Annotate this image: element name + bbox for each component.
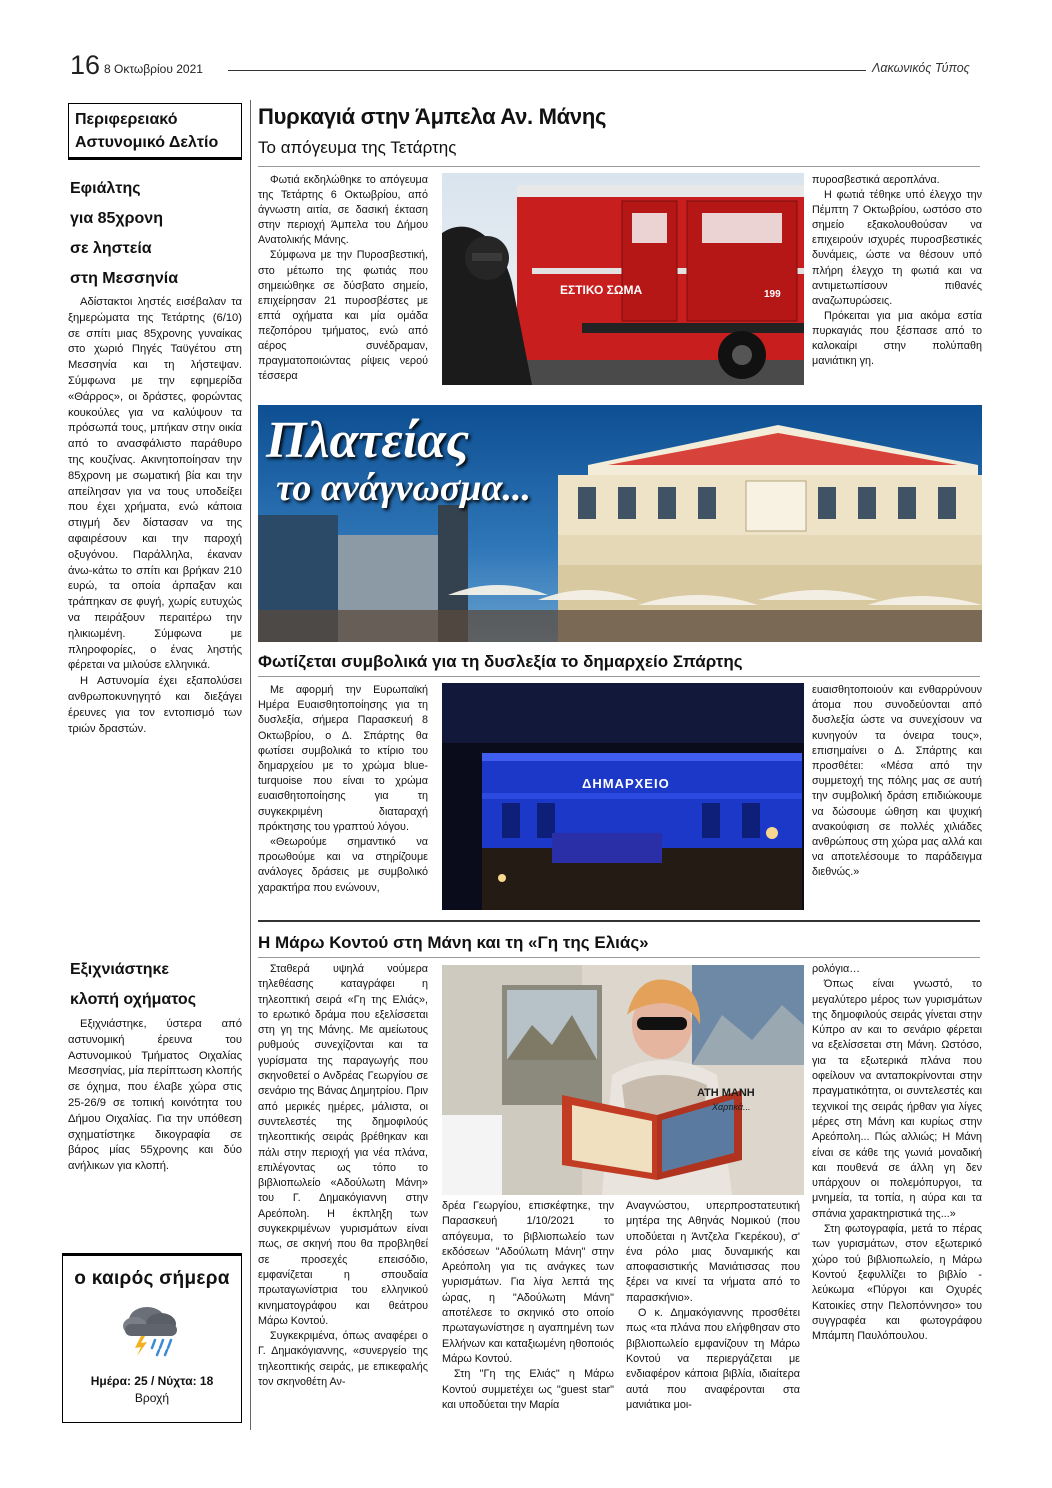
page-number: 16 <box>70 50 101 80</box>
paragraph: «Θεωρούμε σημαντικό να προωθούμε και να στηρίζουμε ανάλογες δράσεις με συμβολικό χαρακτήρα που ενώνουν, <box>258 836 428 894</box>
headline-line: σε ληστεία <box>70 240 152 257</box>
police-story1-body <box>68 295 242 940</box>
police-bulletin-box <box>68 103 242 160</box>
marw-col1 <box>258 962 428 1430</box>
town-hall-sign: ΔΗΜΑΡΧΕΙΟ <box>582 776 670 791</box>
fire-rule <box>258 166 980 167</box>
fire-text-right <box>812 173 982 385</box>
fire-subheadline: Το απόγευμα της Τετάρτης <box>258 138 457 157</box>
weather-title: ο καιρός σήμερα <box>74 1268 230 1289</box>
paragraph: Όπως είναι γνωστό, το μεγαλύτερο μέρος των γυρισμάτων της δημοφιλούς σειράς γίνεται στην Κύπρο αν και το σενάριο φέρεται να εξελίσσεται στη Μάνη. Ωστόσο, για τα εξωτερικά πλάνα που οφείλουν να ανταποκρίνονται στην πραγματικότητα, οι συντελεστές και τεχνικοί της σειράς ήρθαν για λίγες μέρες στη Μάνη και κυρίως στην Αρεόπολη... Πώς αλλιώς; Η Μάνη είναι σε κάθε της γωνιά μοναδική και πουθενά σε άλλη γη δεν υπάρχουν οι πολεμόπυργοι, τα μνημεία, τα τοπία, η αύρα και τα σπάνια χαρακτηριστικά της...» <box>812 978 982 1220</box>
paragraph: ρολόγια… <box>812 963 861 975</box>
paragraph: πυροσβεστικά αεροπλάνα. <box>812 174 940 186</box>
section-divider <box>258 920 980 922</box>
publication-name: Λακωνικός Τύπος <box>872 61 970 75</box>
headline-line: στη Μεσσηνία <box>70 270 179 287</box>
paragraph: Στη φωτογραφία, μετά το πέρας των γυρισμάτων, στον εξωτερικό χώρο τού βιβλιοπωλείο, η Μάρω Κοντού ξεφυλλίζει το βιβλίο - λεύκωμα «Πύργοι και Οχυρές Κατοικίες στην Πελοπόννησο» του συγγραφέα και φωτογράφου Μπάμπη Παυλόπουλου. <box>812 1223 982 1343</box>
plateias-banner <box>258 405 982 642</box>
paragraph: Αδίστακτοι ληστές εισέβαλαν τα ξημερώματα της Τετάρτης (6/10) σε σπίτι μιας 85χρονης γυναίκας στο χωριό Πηγές Ταϋγέτου στη Μεσσηνία και τη λήστεψαν. Σύμφωνα με την εφημερίδα «Θάρρος», οι δράστες, φορώντας κουκούλες για να καλύψουν τα πρόσωπά τους, μπήκαν στην οικία από το ανασφάλιστο παράθυρο της κουζίνας. Ακινητοποίησαν την 85χρονη με σωματική βία και την απείλησαν για να τους υποδείξει που έχει χρήματα, ενώ κάποια στιγμή δεν δίστασαν να της αφαιρέσουν και την παροχή οξυγόνου. Παράλληλα, έκαναν άνω-κάτω το σπίτι και βρήκαν 210 ευρώ, τα οποία άρπαξαν και τράπηκαν σε φυγή, χωρίς ευτυχώς να πειράξουν περαιτέρω την ηλικιωμένη. Σύμφωνα με πληροφορίες, ο ένας ληστής φέρεται να μιλούσε ελληνικά. <box>68 296 242 672</box>
marw-col2 <box>442 1199 614 1430</box>
header-rule <box>228 70 866 71</box>
book-cover-text: ΑΤΗ ΜΑΝΗ <box>697 1087 755 1099</box>
marw-headline: Η Μάρω Κοντού στη Μάνη και τη «Γη της Ελιάς» <box>258 933 649 952</box>
dyslexia-text-left <box>258 683 428 913</box>
town-hall-photo <box>442 683 804 910</box>
paragraph: Πρόκειται για μια ακόμα εστία πυρκαγιάς που ξέσπασε από το καλοκαίρι στην πολύπαθη μανιάτικη γη. <box>812 309 982 368</box>
fire-truck-photo <box>442 173 804 385</box>
marw-rule <box>258 957 980 958</box>
paragraph: Συγκεκριμένα, όπως αναφέρει ο Γ. Δημακόγιαννης, «συνεργείο της τηλεοπτικής σειράς, με επικεφαλής τον σκηνοθέτη Αν- <box>258 1330 428 1389</box>
dyslexia-rule <box>258 676 980 677</box>
dyslexia-text-right <box>812 683 982 913</box>
rain-cloud-icon <box>117 1298 187 1358</box>
book-cover-subtext: Χαρτικά... <box>712 1102 751 1112</box>
police-story2-headline <box>70 955 242 1015</box>
paragraph: Σύμφωνα με την Πυροσβεστική, στο μέτωπο της φωτιάς που σημειώθηκε σε δύσβατο σημείο, επιχείρησαν 21 πυροσβέστες με επτά οχήματα και μία ομάδα πεζοπόρου τμήματος, ενώ από αέρος συνέδραμαν, πραγματοποιώντας ρίψεις νερού τέσσερα <box>258 249 428 383</box>
paragraph: Με αφορμή την Ευρωπαϊκή Ημέρα Ευαισθητοποίησης για τη δυσλεξία, σήμερα Παρασκευή 8 Οκτωβρίου, ο Δ. Σπάρτης θα φωτίσει συμβολικά το κτίριο του δημαρχείου με το χρώμα blue-turquoise που είναι το χρώμα ευαισθητοποίησης για τη συγκεκριμένη διαταραχή πρόκτησης του γραπτού λόγου. <box>258 684 428 833</box>
weather-temperatures: Ημέρα: 25 / Νύχτα: 18 <box>90 1374 214 1388</box>
dyslexia-headline: Φωτίζεται συμβολικά για τη δυσλεξία το δημαρχείο Σπάρτης <box>258 652 743 671</box>
paragraph: Ο κ. Δημακόγιαννης προσθέτει πως «τα πλάνα που ελήφθησαν στο βιβλιοπωλείο εμφανίζουν τη Μάρω Κοντού να περιεργάζεται με ενδιαφέρον κάποια βιβλία, ιδιαίτερα αυτά που αναφέρονται στα μανιάτικα μοι- <box>626 1307 800 1411</box>
column-divider <box>250 100 251 1430</box>
paragraph: δρέα Γεωργίου, επισκέφτηκε, την Παρασκευή 1/10/2021 το απόγευμα, το βιβλιοπωλείο των εκδόσεων "Αδούλωτη Μάνη" στην Αρεόπολη για τις ανάγκες των γυρισμάτων. Για λίγα λεπτά της ώρας, η "Αδούλωτη Μάνη" αποτέλεσε το σκηνικό στο οποίο πρωταγωνίστησε η αγαπημένη των Ελλήνων και καταξιωμένη ηθοποιός Μάρω Κοντού. <box>442 1200 614 1365</box>
weather-box <box>62 1253 242 1423</box>
police-story1-headline <box>70 174 242 294</box>
police-story2-body <box>68 1017 242 1245</box>
banner-subtitle: το ανάγνωσμα... <box>276 467 532 509</box>
paragraph: ευαισθητοποιούν και ενθαρρύνουν άτομα που συνοδεύονται από δυσλεξία ώστε να συνεχίσουν να κυνηγούν τα όνειρα τους», επισημαίνει ο Δ. Σπάρτης και προσθέτει: «Μέσα από την συμμετοχή της πόλης μας σε αυτή την συμβολική δράση επιδιώκουμε να δώσουμε ώθηση και ψυχική ανακούφιση σε πολλές χιλιάδες ανθρώπους στη χώρα μας αλλά και να αποτελέσουμε το παράδειγμα διεθνώς.» <box>812 684 982 879</box>
issue-date: 8 Οκτωβρίου 2021 <box>104 62 203 76</box>
paragraph: Φωτιά εκδηλώθηκε το απόγευμα της Τετάρτης 6 Οκτωβρίου, από άγνωστη αιτία, σε δασική έκταση στην περιοχή Άμπελα του Δήμου Ανατολικής Μάνης. <box>258 174 428 247</box>
paragraph: Η φωτιά τέθηκε υπό έλεγχο την Πέμπτη 7 Οκτωβρίου, ωστόσο στο σημείο εξακολουθούσαν να επιχειρούν ισχυρές πυροσβεστικές δυνάμεις, ώστε να θέσουν υπό πλήρη έλεγχο τη φωτιά και να αντιμετωπίσουν πιθανές αναζωπυρώσεις. <box>812 189 982 307</box>
fire-headline: Πυρκαγιά στην Άμπελα Αν. Μάνης <box>258 104 607 129</box>
fire-text-left <box>258 173 428 385</box>
truck-number: 199 <box>764 289 781 300</box>
truck-lettering: ΕΣΤΙΚΟ ΣΩΜΑ <box>560 283 643 297</box>
paragraph: Σταθερά υψηλά νούμερα τηλεθέασης καταγράφει η τηλεοπτική σειρά «Γη της Ελιάς», το ερωτικό δράμα που εξελίσσεται στη γη της Μάνης. Με αμείωτους ρυθμούς συνεχίζονται και τα γυρίσματα της παραγωγής που σκηνοθετεί ο Ανδρέας Γεωργίου σε σενάριο της Βάνας Δημητρίου. Πριν από μερικές ημέρες, μάλιστα, οι συντελεστές της δημοφιλούς τηλεοπτικής σειράς βρέθηκαν και πάλι στην περιοχή για νέα πλάνα, επιλέγοντας ως τόπο το βιβλιοπωλείο «Αδούλωτη Μάνη» του Γ. Δημακόγιαννη στην Αρεόπολη. Η έκπληξη των συγκεκριμένων γυρισμάτων είναι πως, σε σκηνή που θα προβληθεί σε προσεχές επεισόδιο, εμφανίζεται η σπουδαία πρωταγωνίστρια του ελληνικού κινηματογράφου και θεάτρου Μάρω Κοντού. <box>258 963 428 1327</box>
headline-line: για 85χρονη <box>70 210 163 227</box>
marw-col3 <box>626 1199 800 1430</box>
headline-line: Εξιχνιάστηκε <box>70 961 170 978</box>
police-box-title-line1: Περιφερειακό <box>75 111 178 128</box>
weather-condition: Βροχή <box>134 1391 170 1405</box>
marw-col4 <box>812 962 982 1432</box>
maro-kontou-photo <box>442 965 804 1195</box>
banner-title: Πλατείας <box>266 412 470 469</box>
police-box-title-line2: Αστυνομικό Δελτίο <box>75 134 219 151</box>
paragraph: Η Αστυνομία έχει εξαπολύσει ανθρωποκυνηγητό και διεξάγει έρευνες για τον εντοπισμό των τριών δραστών. <box>68 675 242 735</box>
paragraph: Αναγνώστου, υπερπροστατευτική μητέρα της Αθηνάς Νομικού (που υποδύεται η Άντζελα Γκερέκου), σ' ένα ρόλο μιας δυναμικής και αποφασιστικής Μανιάτισσας που ξέρει να κινεί τα νήματα από το παρασκήνιο». <box>626 1200 800 1304</box>
paragraph: Στη "Γη της Ελιάς" η Μάρω Κοντού συμμετέχει ως "guest star" και υποδύεται την Μαρία <box>442 1368 614 1411</box>
headline-line: κλοπή οχήματος <box>70 991 197 1008</box>
headline-line: Εφιάλτης <box>70 180 141 197</box>
paragraph: Εξιχνιάστηκε, ύστερα από αστυνομική έρευνα του Αστυνομικού Τμήματος Οιχαλίας Μεσσηνίας, μία περίπτωση κλοπής σε όχημα, που έλαβε χώρα στις 25-26/9 σε τοπική κοινότητα του Δήμου Οιχαλίας. Για την υπόθεση σχηματίστηκε δικογραφία σε βάρος μίας 55χρονης και δύο ανήλικων για κλοπή. <box>68 1018 242 1173</box>
